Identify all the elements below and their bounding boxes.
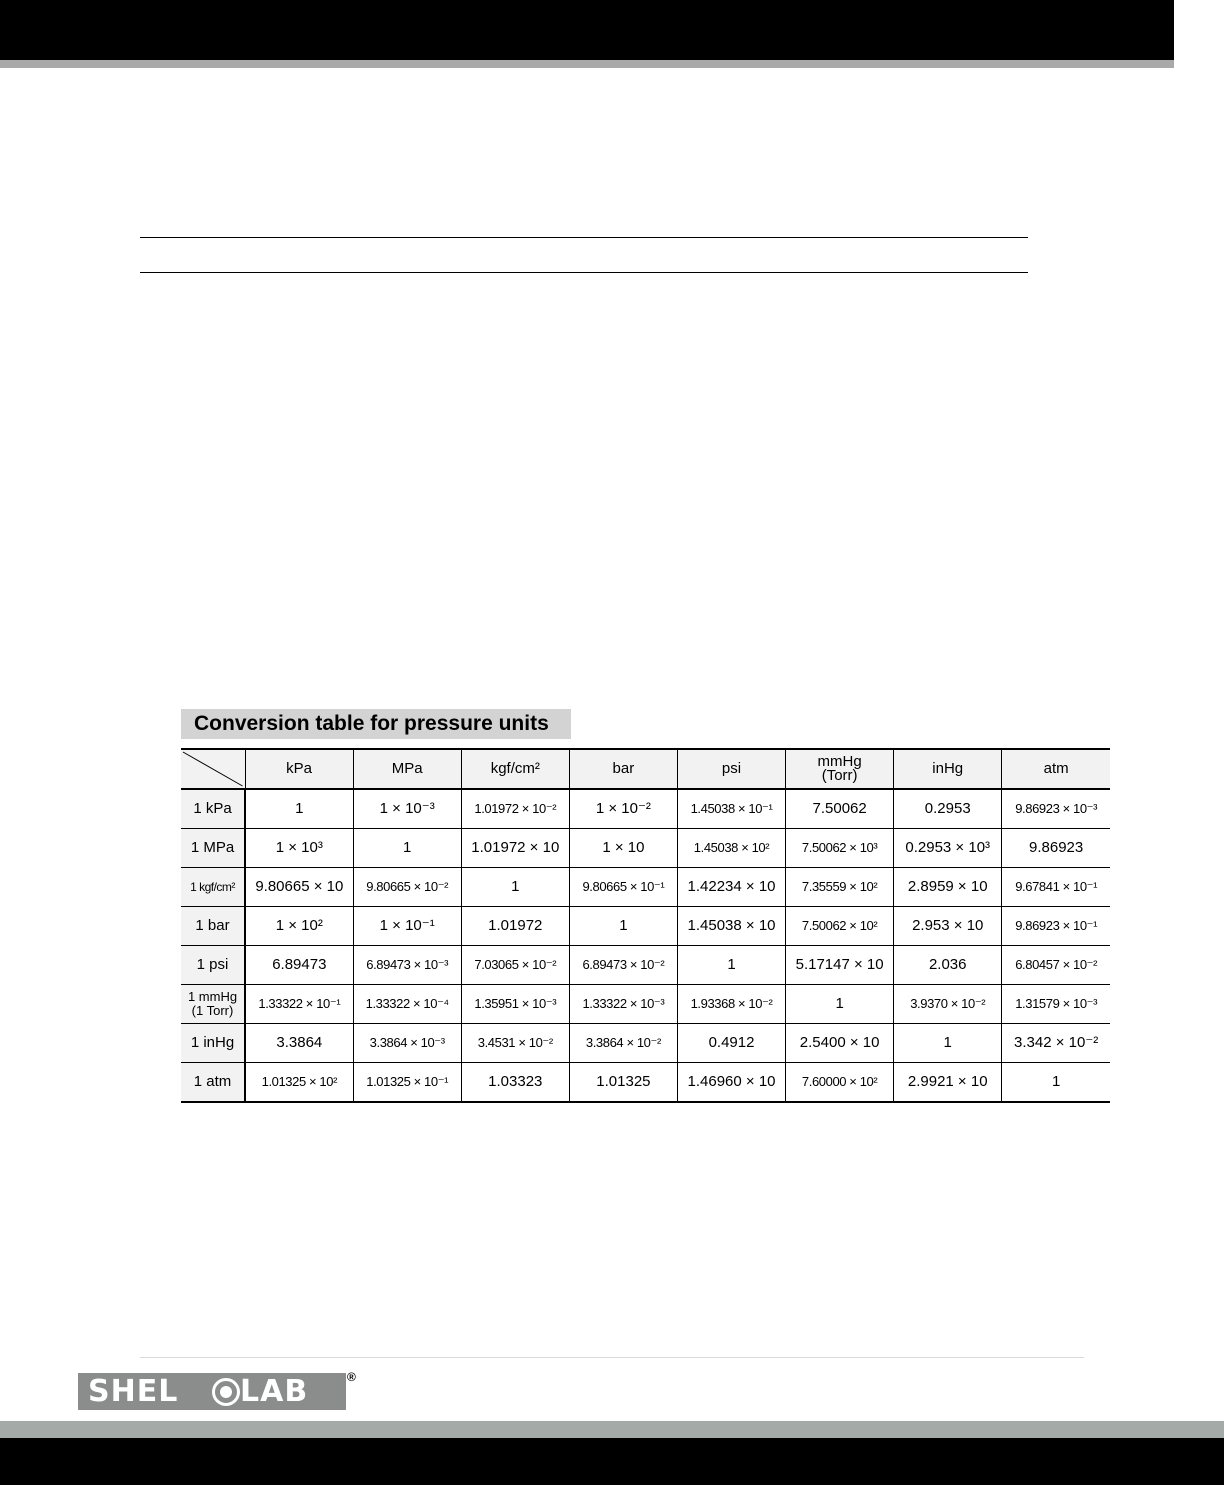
- table-cell: 2.9921 × 10: [894, 1063, 1002, 1103]
- table-cell: 1.46960 × 10: [677, 1063, 785, 1103]
- table-cell: 9.86923 × 10⁻³: [1002, 789, 1110, 829]
- row-header: 1 mmHg (1 Torr): [181, 985, 245, 1024]
- table-cell: 1.01972 × 10: [461, 829, 569, 868]
- table-cell: 1: [894, 1024, 1002, 1063]
- table-cell: 3.3864 × 10⁻²: [569, 1024, 677, 1063]
- table-cell: 9.67841 × 10⁻¹: [1002, 868, 1110, 907]
- pressure-conversion-table: [181, 748, 1110, 1103]
- table-cell: 9.86923 × 10⁻¹: [1002, 907, 1110, 946]
- corner-diagonal-cell: [181, 749, 245, 789]
- table-cell: 1 × 10²: [245, 907, 353, 946]
- column-header: inHg: [894, 749, 1002, 789]
- table-cell: 1 × 10³: [245, 829, 353, 868]
- logo-text-lab: LAB: [240, 1374, 309, 1409]
- table-row: [181, 829, 1110, 868]
- row-header: 1 inHg: [181, 1024, 245, 1063]
- footer-stripe: [0, 1421, 1224, 1438]
- table-cell: 7.50062 × 10²: [786, 907, 894, 946]
- table-title: Conversion table for pressure units: [181, 709, 571, 739]
- table-cell: 1.33322 × 10⁻³: [569, 985, 677, 1024]
- table-cell: 2.8959 × 10: [894, 868, 1002, 907]
- logo-text-shel: SHEL: [88, 1374, 179, 1409]
- table-row: [181, 868, 1110, 907]
- table-row: [181, 985, 1110, 1024]
- table-header-row: [181, 749, 1110, 789]
- footer-bar: [0, 1438, 1224, 1485]
- column-header: kPa: [245, 749, 353, 789]
- table-cell: 1.45038 × 10⁻¹: [677, 789, 785, 829]
- table-cell: 7.50062 × 10³: [786, 829, 894, 868]
- section-rule-bottom: [140, 272, 1028, 273]
- table-cell: 1: [1002, 1063, 1110, 1103]
- table-cell: 7.50062: [786, 789, 894, 829]
- row-header: 1 psi: [181, 946, 245, 985]
- table-cell: 7.03065 × 10⁻²: [461, 946, 569, 985]
- table-cell: 1.01972: [461, 907, 569, 946]
- column-header: mmHg (Torr): [786, 749, 894, 789]
- table-cell: 1: [353, 829, 461, 868]
- table-cell: 1.03323: [461, 1063, 569, 1103]
- table-cell: 9.80665 × 10⁻²: [353, 868, 461, 907]
- column-header: MPa: [353, 749, 461, 789]
- table-cell: 3.342 × 10⁻²: [1002, 1024, 1110, 1063]
- table-row: [181, 946, 1110, 985]
- table-row: [181, 907, 1110, 946]
- registered-mark: ®: [347, 1370, 356, 1384]
- table-cell: 6.80457 × 10⁻²: [1002, 946, 1110, 985]
- table-cell: 7.35559 × 10²: [786, 868, 894, 907]
- table-row: [181, 1063, 1110, 1103]
- table-cell: 9.80665 × 10⁻¹: [569, 868, 677, 907]
- table-cell: 1 × 10⁻²: [569, 789, 677, 829]
- table-cell: 1: [461, 868, 569, 907]
- header-stripe: [0, 60, 1174, 68]
- logo-circle-icon: [212, 1378, 240, 1406]
- table-cell: 2.5400 × 10: [786, 1024, 894, 1063]
- row-header: 1 kPa: [181, 789, 245, 829]
- table-cell: 1: [569, 907, 677, 946]
- table-cell: 1.45038 × 10: [677, 907, 785, 946]
- table-cell: 1.42234 × 10: [677, 868, 785, 907]
- table-cell: 3.3864 × 10⁻³: [353, 1024, 461, 1063]
- table-cell: 9.80665 × 10: [245, 868, 353, 907]
- table-cell: 1: [786, 985, 894, 1024]
- row-header: 1 MPa: [181, 829, 245, 868]
- table-cell: 1.01325: [569, 1063, 677, 1103]
- table-cell: 1 × 10⁻³: [353, 789, 461, 829]
- table-cell: 1.45038 × 10²: [677, 829, 785, 868]
- column-header: psi: [677, 749, 785, 789]
- table-cell: 1.33322 × 10⁻⁴: [353, 985, 461, 1024]
- section-rule-top: [140, 237, 1028, 238]
- table-row: [181, 789, 1110, 829]
- table-cell: 1.01972 × 10⁻²: [461, 789, 569, 829]
- table-cell: 5.17147 × 10: [786, 946, 894, 985]
- table-cell: 1: [245, 789, 353, 829]
- row-header: 1 kgf/cm²: [181, 868, 245, 907]
- table-cell: 1.33322 × 10⁻¹: [245, 985, 353, 1024]
- table-cell: 1 × 10: [569, 829, 677, 868]
- table-cell: 3.3864: [245, 1024, 353, 1063]
- table-cell: 7.60000 × 10²: [786, 1063, 894, 1103]
- table-cell: 2.953 × 10: [894, 907, 1002, 946]
- column-header: bar: [569, 749, 677, 789]
- table-cell: 0.2953: [894, 789, 1002, 829]
- shellab-logo: [78, 1373, 346, 1410]
- table-cell: 6.89473 × 10⁻²: [569, 946, 677, 985]
- table-row: [181, 1024, 1110, 1063]
- row-header: 1 atm: [181, 1063, 245, 1103]
- table-cell: 0.2953 × 10³: [894, 829, 1002, 868]
- table-cell: 6.89473 × 10⁻³: [353, 946, 461, 985]
- row-header: 1 bar: [181, 907, 245, 946]
- footer-rule: [140, 1357, 1084, 1358]
- table-cell: 1.01325 × 10²: [245, 1063, 353, 1103]
- table-cell: 6.89473: [245, 946, 353, 985]
- table-cell: 1: [677, 946, 785, 985]
- table-cell: 2.036: [894, 946, 1002, 985]
- header-bar: [0, 0, 1174, 60]
- column-header: atm: [1002, 749, 1110, 789]
- table-cell: 1.93368 × 10⁻²: [677, 985, 785, 1024]
- table-cell: 3.4531 × 10⁻²: [461, 1024, 569, 1063]
- table-cell: 1 × 10⁻¹: [353, 907, 461, 946]
- table-cell: 9.86923: [1002, 829, 1110, 868]
- table-cell: 1.35951 × 10⁻³: [461, 985, 569, 1024]
- table-cell: 0.4912: [677, 1024, 785, 1063]
- table-cell: 3.9370 × 10⁻²: [894, 985, 1002, 1024]
- table-cell: 1.31579 × 10⁻³: [1002, 985, 1110, 1024]
- column-header: kgf/cm²: [461, 749, 569, 789]
- table-cell: 1.01325 × 10⁻¹: [353, 1063, 461, 1103]
